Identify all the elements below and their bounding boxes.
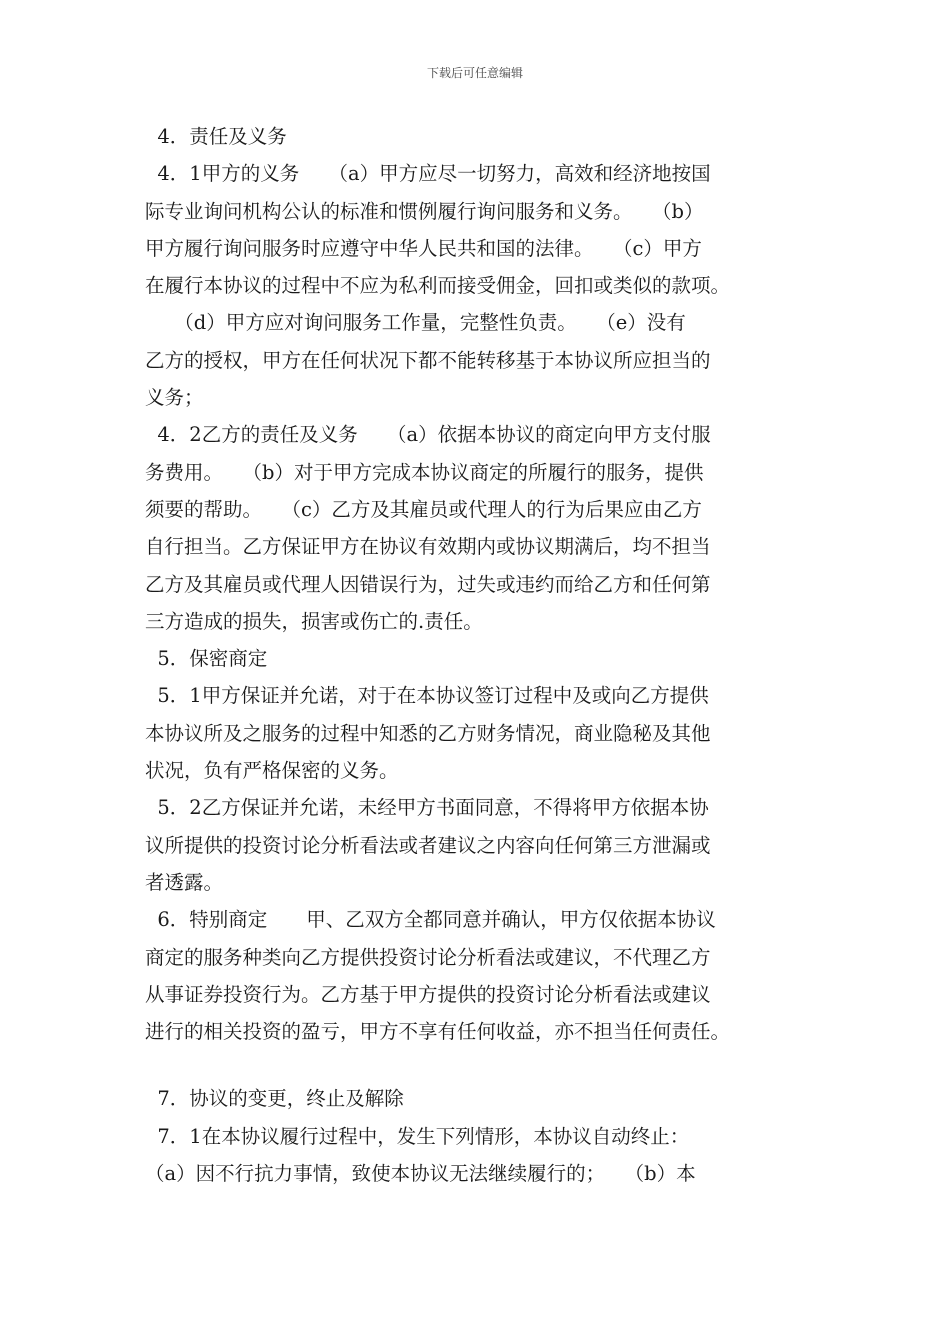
- text-line: 义务；: [145, 386, 204, 410]
- text-line: 5．2乙方保证并允诺，未经甲方书面同意，不得将甲方依据本协: [145, 796, 709, 820]
- text-line: 本协议所及之服务的过程中知悉的乙方财务情况，商业隐秘及其他: [145, 721, 711, 745]
- text-line: 进行的相关投资的盈亏，甲方不享有任何收益，亦不担当任何责任。: [145, 1020, 731, 1044]
- text-line: 自行担当。乙方保证甲方在协议有效期内或协议期满后，均不担当: [145, 535, 711, 559]
- text-line: 须要的帮助。 （c）乙方及其雇员或代理人的行为后果应由乙方: [145, 497, 702, 521]
- text-line: 际专业询问机构公认的标准和惯例履行询问服务和义务。 （b）: [145, 199, 704, 223]
- header-note: 下载后可任意编辑: [426, 66, 523, 80]
- text-line: 务费用。 （b）对于甲方完成本协议商定的所履行的服务，提供: [145, 460, 704, 484]
- text-line: 7．1在本协议履行过程中，发生下列情形，本协议自动终止：: [145, 1124, 690, 1148]
- text-line: 5．1甲方保证并允诺，对于在本协议签订过程中及或向乙方提供: [145, 684, 709, 708]
- document-body: [145, 118, 820, 1192]
- text-line: 三方造成的损失，损害或伤亡的.责任。: [145, 609, 483, 633]
- paragraph-gap: [145, 1050, 820, 1080]
- text-line: 乙方的授权，甲方在任何状况下都不能转移基于本协议所应担当的: [145, 348, 711, 372]
- text-line: 6．特别商定 甲、乙双方全都同意并确认，甲方仅依据本协议: [145, 908, 716, 932]
- text-line: 商定的服务种类向乙方提供投资讨论分析看法或建议，不代理乙方: [145, 945, 711, 969]
- text-line: 7．协议的变更，终止及解除: [145, 1087, 404, 1111]
- text-line: 乙方及其雇员或代理人因错误行为，过失或违约而给乙方和任何第: [145, 572, 711, 596]
- text-line: 5．保密商定: [145, 647, 268, 671]
- text-line: （d）甲方应对询问服务工作量，完整性负责。 （e）没有: [145, 311, 686, 335]
- text-line: 甲方履行询问服务时应遵守中华人民共和国的法律。 （c）甲方: [145, 236, 702, 260]
- text-line: 从事证券投资行为。乙方基于甲方提供的投资讨论分析看法或建议: [145, 982, 711, 1006]
- text-line: 4．2乙方的责任及义务 （a）依据本协议的商定向甲方支付服: [145, 423, 711, 447]
- text-line: 状况，负有严格保密的义务。: [145, 759, 399, 783]
- text-line: 者透露。: [145, 870, 224, 894]
- text-line: 4．责任及义务: [145, 125, 287, 148]
- text-line: 在履行本协议的过程中不应为私利而接受佣金，回扣或类似的款项。: [145, 274, 731, 298]
- text-line: （a）因不行抗力事情，致使本协议无法继续履行的； （b）本: [145, 1162, 696, 1186]
- text-line: 4．1甲方的义务 （a）甲方应尽一切努力，高效和经济地按国: [145, 162, 711, 186]
- text-line: 议所提供的投资讨论分析看法或者建议之内容向任何第三方泄漏或: [145, 833, 711, 857]
